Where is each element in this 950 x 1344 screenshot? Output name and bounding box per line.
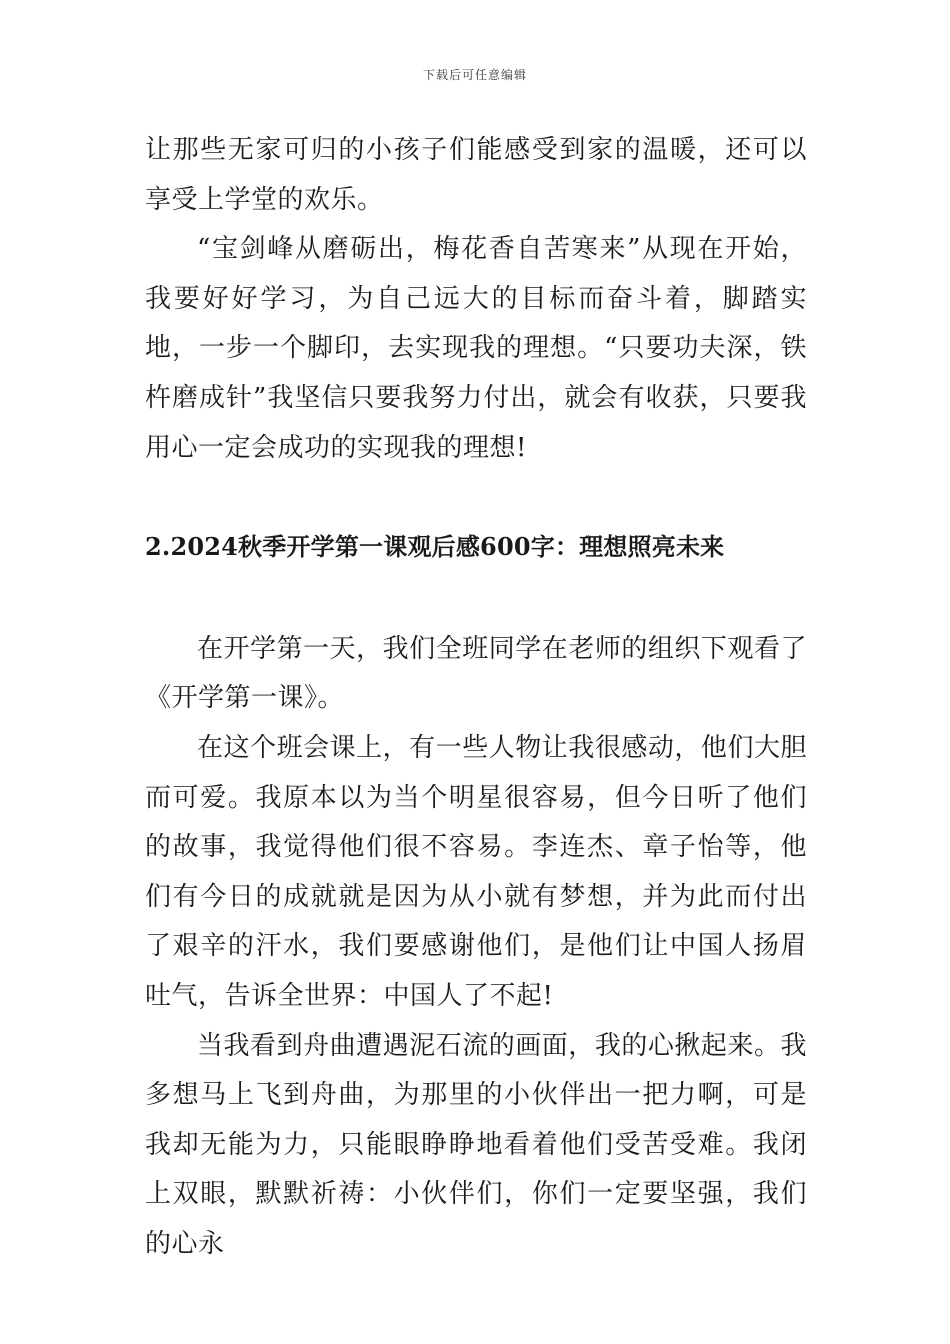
spacer xyxy=(145,572,807,625)
spacer xyxy=(145,473,807,522)
paragraph-continuation: 让那些无家可归的小孩子们能感受到家的温暖，还可以享受上学堂的欢乐。 xyxy=(145,135,807,215)
page-header: 下载后可任意编辑 xyxy=(422,68,527,82)
paragraph-ideal: “宝剑峰从磨砺出，梅花香自苦寒来”从现在开始，我要好好学习，为自己远大的目标而奋斗着，脚踏实地，一步一个脚印，去实现我的理想。“只要功夫深，铁杵磨成针”我坚信只要我努力付出，就会有收获，只要我用心一定会成功的实现我的理想! xyxy=(145,234,807,463)
section-heading: 2.2024秋季开学第一课观后感600字：理想照亮未来 xyxy=(145,532,725,562)
section-paragraph-2: 在这个班会课上，有一些人物让我很感动，他们大胆而可爱。我原本以为当个明星很容易，但今日听了他们的故事，我觉得他们很不容易。李连杰、章子怡等，他们有今日的成就就是因为从小就有梦想，并为此而付出了艰辛的汗水，我们要感谢他们，是他们让中国人扬眉吐气，告诉全世界：中国人了不起! xyxy=(145,732,807,1011)
document-body xyxy=(145,126,807,1269)
section-paragraph-1: 在开学第一天，我们全班同学在老师的组织下观看了《开学第一课》。 xyxy=(145,633,807,714)
section-paragraph-3: 当我看到舟曲遭遇泥石流的画面，我的心揪起来。我多想马上飞到舟曲，为那里的小伙伴出一把力啊，可是我却无能为力，只能眼睁睁地看着他们受苦受难。我闭上双眼，默默祈祷：小伙伴们，你们一定要坚强，我们的心永 xyxy=(145,1030,807,1259)
